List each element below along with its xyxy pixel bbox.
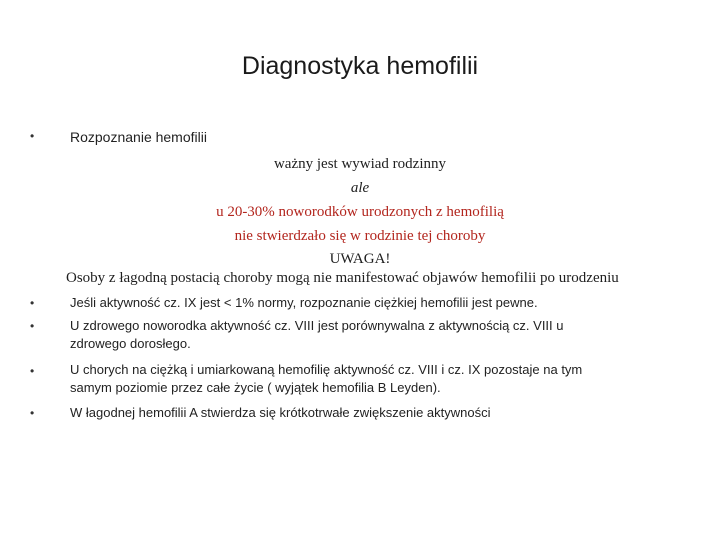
bullet-line: zdrowego dorosłego. [70,336,191,351]
centered-line-family-history: ważny jest wywiad rodzinny [273,156,447,172]
bullet-line: U zdrowego noworodka aktywność cz. VIII jest porównywalna z aktywnością cz. VIII u [70,318,564,333]
centered-line-but: ale [350,180,370,196]
bullet-marker: • [30,296,35,310]
bullet-line: samym poziomie przez całe życie ( wyjątek hemofilia B Leyden). [70,380,441,395]
centered-line-warning: UWAGA! [329,251,391,267]
bullet-line: Jeśli aktywność cz. IX jest < 1% normy, rozpoznanie ciężkiej hemofilii jest pewne. [70,295,538,310]
bullet-marker: • [30,129,35,143]
bullet-item-2 [70,317,670,353]
bullet-item-3 [70,361,670,397]
bullet-marker: • [30,364,35,378]
bullet-marker: • [30,406,35,420]
bullet-marker: • [30,319,35,333]
bullet-line: W łagodnej hemofilii A stwierdza się krótkotrwałe zwiększenie aktywności [70,405,491,420]
centered-line-percentage: u 20-30% noworodków urodzonych z hemofilią [216,204,504,220]
note-line: Osoby z łagodną postacią choroby mogą nie manifestować objawów hemofilii po urodzeniu [66,270,619,286]
bullet-item-4 [70,404,670,422]
centered-line-no-family: nie stwierdzało się w rodzinie tej choroby [234,228,486,244]
bullet-line: U chorych na ciężką i umiarkowaną hemofilię aktywność cz. VIII i cz. IX pozostaje na tym [70,362,583,377]
heading-item: Rozpoznanie hemofilii [70,129,207,145]
bullet-item-1 [70,294,670,312]
slide-title: Diagnostyka hemofilii [241,52,479,80]
